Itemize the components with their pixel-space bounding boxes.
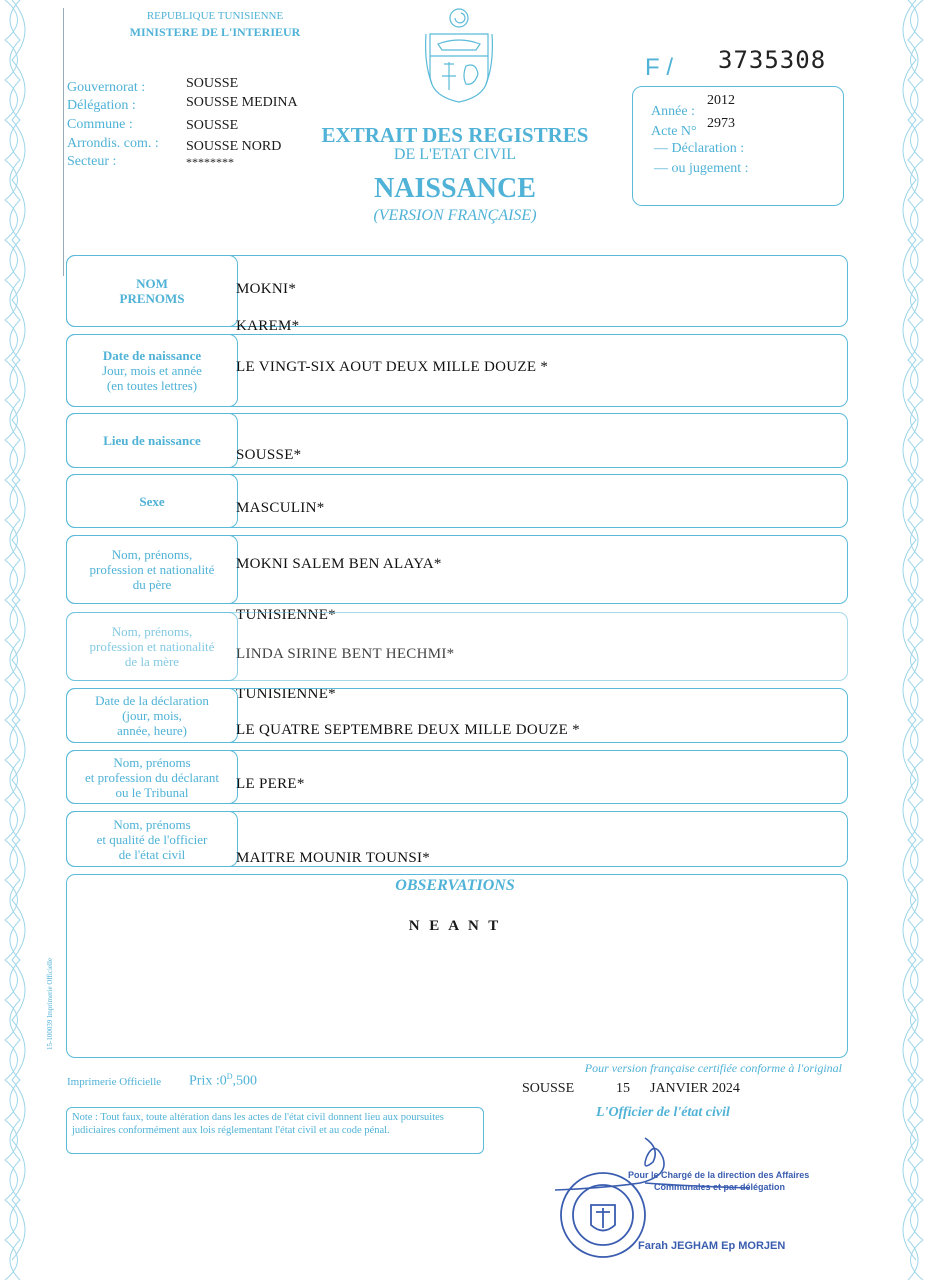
title-etat-civil: DE L'ETAT CIVIL [393, 146, 517, 163]
signatory-name: Farah JEGHAM Ep MORJEN [638, 1240, 786, 1252]
mere-value: LINDA SIRINE BENT HECHMI* [236, 646, 455, 662]
delegation-value: SOUSSE MEDINA [186, 95, 298, 110]
declarant-value: LE PERE* [236, 776, 305, 792]
ministry-heading: MINISTERE DE L'INTERIEUR [129, 25, 301, 39]
pere-label-3: du père [132, 577, 172, 592]
issue-place: SOUSSE [522, 1081, 575, 1096]
date-naissance-value: LE VINGT-SIX AOUT DEUX MILLE DOUZE * [236, 359, 549, 375]
sexe-label: Sexe [139, 493, 165, 509]
officier-label-1: Nom, prénoms [113, 816, 191, 832]
acte-value: 2973 [707, 116, 735, 131]
arrondissement-label: Arrondis. com. : [67, 136, 159, 151]
annee-value: 2012 [707, 93, 735, 108]
margin-rule [63, 8, 64, 276]
declarant-label-1: Nom, prénoms [113, 754, 191, 770]
officier-label-2: et qualité de l'officier [96, 831, 208, 847]
title-extrait: EXTRAIT DES REGISTRES [321, 123, 589, 147]
stamp-delegation-line2: Communales et par délégation [654, 1182, 786, 1192]
acte-label: Acte N° [651, 124, 697, 139]
mere-label-cell [66, 612, 238, 681]
prix-main: Prix :0 [189, 1073, 227, 1089]
decl-label-1: Date de la déclaration [95, 693, 209, 708]
commune-value: SOUSSE [186, 118, 239, 133]
commune-label: Commune : [67, 117, 133, 132]
annee-label: Année : [651, 104, 695, 119]
declaration-value: LE QUATRE SEPTEMBRE DEUX MILLE DOUZE * [236, 722, 580, 738]
certified-note: Pour version française certifiée conforme à l'original [584, 1061, 842, 1075]
right-guilloche-border [868, 0, 928, 1280]
declarant-label-2: et profession du déclarant [85, 769, 219, 785]
date-naissance-label-cell [66, 334, 238, 407]
issue-date: JANVIER 2024 [650, 1081, 740, 1096]
jugement-label: — ou jugement : [654, 161, 749, 176]
decl-label-3: année, heure) [116, 723, 187, 738]
officier-value: MAITRE MOUNIR TOUNSI* [236, 850, 431, 866]
mere-label-3: de la mère [124, 654, 180, 669]
prix-sup: D [226, 1072, 233, 1081]
observations-frame [66, 874, 848, 1058]
prenoms-label: PRENOMS [119, 291, 185, 306]
mere-label-1: Nom, prénoms, [111, 624, 193, 639]
sexe-label-cell [66, 474, 238, 528]
sexe-value: MASCULIN* [236, 500, 325, 516]
imprimerie-label: Imprimerie Officielle [67, 1076, 162, 1088]
serial-prefix: F / [645, 54, 673, 81]
issue-day: 15 [616, 1081, 630, 1096]
republic-heading: REPUBLIQUE TUNISIENNE [146, 10, 284, 22]
stamp-delegation-line1: Pour le Chargé de la direction des Affaires [628, 1170, 810, 1180]
legal-note: Note : Tout faux, toute altération dans les actes de l'état civil donnent lieu aux poursuites judiciaires conformément aux lois réglementant l'état civil et au code pénal. [72, 1112, 444, 1136]
arrondissement-value: SOUSSE NORD [186, 139, 282, 154]
date-naissance-note: (en toutes lettres) [106, 378, 198, 393]
observations-value: N E A N T [408, 918, 502, 934]
nom-label: NOM [136, 276, 168, 291]
officier-label-3: de l'état civil [118, 846, 186, 862]
side-print-text: 15-100039 Imprimerie Officielle [46, 957, 54, 1050]
title-naissance: NAISSANCE [374, 173, 536, 204]
secteur-value: ******** [186, 155, 234, 169]
mere-label-2: profession et nationalité [89, 639, 215, 654]
prix-rest: ,500 [232, 1073, 258, 1089]
pere-value: MOKNI SALEM BEN ALAYA* [236, 556, 442, 572]
gouvernorat-value: SOUSSE [186, 76, 239, 91]
pere-label-1: Nom, prénoms, [111, 547, 193, 562]
nom-prenoms-label-cell [66, 255, 238, 327]
pere-label-2: profession et nationalité [89, 562, 215, 577]
serial-number: 3735308 [718, 46, 827, 74]
decl-label-2: (jour, mois, [122, 708, 182, 723]
date-naissance-sublabel: Jour, mois et année [102, 363, 202, 378]
pere-label-cell [66, 535, 238, 604]
date-naissance-label: Date de naissance [102, 348, 202, 363]
officier-signature-title: L'Officier de l'état civil [596, 1105, 730, 1120]
title-version: (VERSION FRANÇAISE) [373, 207, 537, 224]
declaration-label-cell [66, 688, 238, 743]
nom-value: MOKNI* [236, 281, 297, 297]
coat-of-arms-emblem [424, 4, 494, 104]
officier-label-cell [66, 811, 238, 867]
declarant-label-cell [66, 750, 238, 804]
official-round-stamp [558, 1170, 648, 1260]
secteur-label: Secteur : [67, 154, 117, 169]
declaration-label: — Déclaration : [654, 141, 745, 156]
declarant-label-3: ou le Tribunal [115, 784, 189, 800]
prix-label [189, 1072, 257, 1090]
lieu-value: SOUSSE* [236, 447, 302, 463]
lieu-label: Lieu de naissance [103, 433, 201, 448]
mere-nationalite: TUNISIENNE* [236, 686, 336, 702]
observations-label: OBSERVATIONS [395, 877, 515, 894]
pere-nationalite: TUNISIENNE* [236, 607, 336, 623]
prenom-value: KAREM* [236, 318, 300, 334]
lieu-label-cell [66, 413, 238, 468]
gouvernorat-label: Gouvernorat : [67, 80, 146, 95]
left-guilloche-border [0, 0, 60, 1280]
delegation-label: Délégation : [67, 98, 136, 113]
